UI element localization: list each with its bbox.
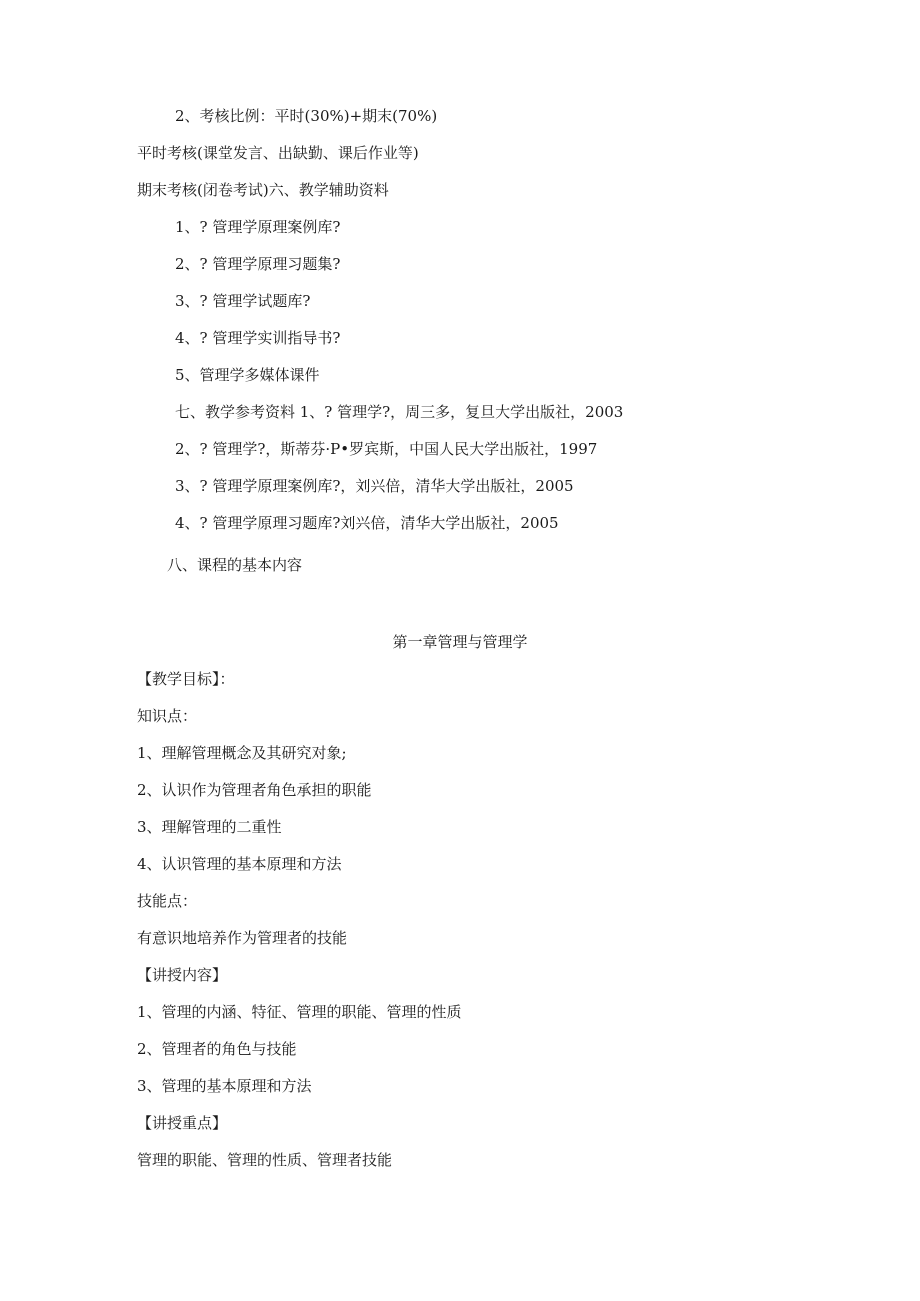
reference-4: 4、? 管理学原理习题库?刘兴倍，清华大学出版社，2005 bbox=[175, 514, 559, 532]
aux-material-3: 3、? 管理学试题库? bbox=[175, 292, 311, 310]
lecture-focus-heading: 【讲授重点】 bbox=[137, 1114, 228, 1132]
lecture-content-3: 3、管理的基本原理和方法 bbox=[137, 1077, 312, 1095]
lecture-content-1: 1、管理的内涵、特征、管理的职能、管理的性质 bbox=[137, 1003, 462, 1021]
aux-material-4: 4、? 管理学实训指导书? bbox=[175, 329, 341, 347]
reference-heading-line: 七、教学参考资料 1、? 管理学?，周三多，复旦大学出版社，2003 bbox=[175, 403, 624, 421]
chapter-title: 第一章管理与管理学 bbox=[392, 633, 528, 651]
assessment-ratio-line: 2、考核比例：平时(30%)+期末(70%) bbox=[175, 107, 438, 125]
knowledge-point-3: 3、理解管理的二重性 bbox=[137, 818, 282, 836]
lecture-focus-text: 管理的职能、管理的性质、管理者技能 bbox=[137, 1151, 393, 1169]
lecture-content-heading: 【讲授内容】 bbox=[137, 966, 228, 984]
knowledge-points-label: 知识点： bbox=[137, 707, 198, 725]
skill-points-label: 技能点： bbox=[137, 892, 198, 910]
knowledge-point-1: 1、理解管理概念及其研究对象; bbox=[137, 744, 347, 762]
reference-2: 2、? 管理学?，斯蒂芬·P•罗宾斯，中国人民大学出版社，1997 bbox=[175, 440, 598, 458]
teaching-goal-heading: 【教学目标】： bbox=[137, 670, 235, 688]
lecture-content-2: 2、管理者的角色与技能 bbox=[137, 1040, 297, 1058]
aux-material-1: 1、? 管理学原理案例库? bbox=[175, 218, 341, 236]
knowledge-point-4: 4、认识管理的基本原理和方法 bbox=[137, 855, 342, 873]
aux-material-2: 2、? 管理学原理习题集? bbox=[175, 255, 341, 273]
aux-material-5: 5、管理学多媒体课件 bbox=[175, 366, 320, 384]
knowledge-point-2: 2、认识作为管理者角色承担的职能 bbox=[137, 781, 372, 799]
reference-3: 3、? 管理学原理案例库?，刘兴倍，清华大学出版社，2005 bbox=[175, 477, 574, 495]
regular-assessment-line: 平时考核(课堂发言、出缺勤、课后作业等) bbox=[137, 144, 419, 162]
skill-point-1: 有意识地培养作为管理者的技能 bbox=[137, 929, 348, 947]
course-content-heading: 八、课程的基本内容 bbox=[167, 556, 303, 574]
final-assessment-line: 期末考核(闭卷考试)六、教学辅助资料 bbox=[137, 181, 389, 199]
